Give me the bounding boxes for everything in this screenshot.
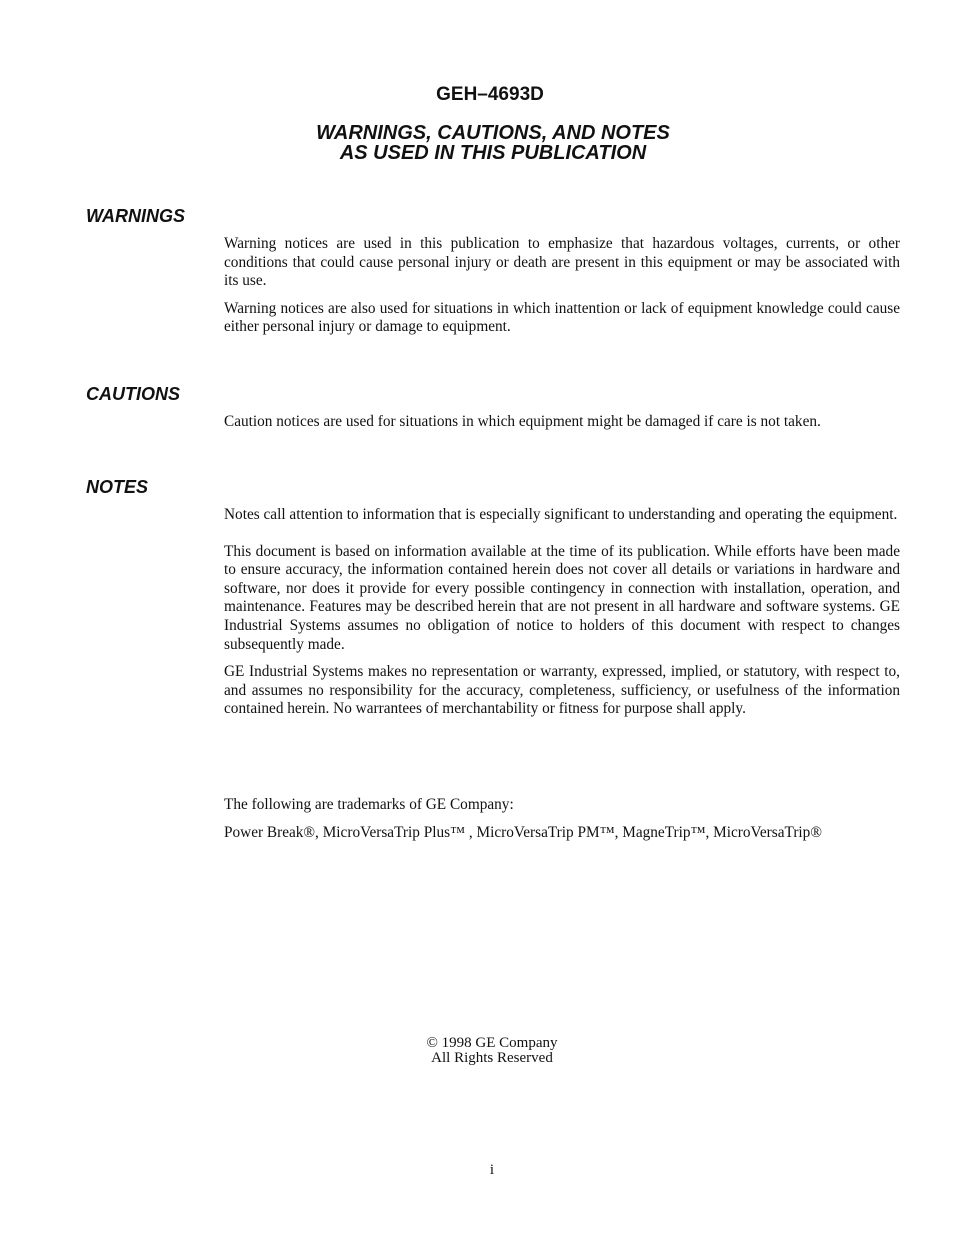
trademark-list: Power Break®, MicroVersaTrip Plus™ , MicroVersaTrip PM™, MagneTrip™, MicroVersaTrip® [224, 823, 822, 841]
page-title-line-1: WARNINGS, CAUTIONS, AND NOTES [316, 122, 670, 144]
page-title [0, 123, 954, 163]
copyright-notice [0, 1036, 954, 1066]
cautions-section [224, 413, 900, 432]
notes-paragraph-2: This document is based on information available at the time of its publication. While efforts have been made to ensure accuracy, the information contained herein does not cover all details or variations in hardware and software, nor does it provide for every possible contingency in connection with installation, operation, and maintenance. Features may be described herein that are not present in all hardware and software systems. GE Industrial Systems assumes no obligation of notice to holders of this document with respect to changes subsequently made. [224, 542, 900, 653]
copyright-line-2: All Rights Reserved [431, 1050, 553, 1066]
warnings-paragraph-2: Warning notices are also used for situations in which inattention or lack of equipment knowledge could cause either personal injury or damage to equipment. [224, 299, 900, 336]
cautions-heading: CAUTIONS [86, 384, 180, 404]
notes-paragraph-1: Notes call attention to information that is especially significant to understanding and operating the equipment. [224, 506, 898, 523]
notes-paragraph-3: GE Industrial Systems makes no representation or warranty, expressed, implied, or statutory, with respect to, and assumes no responsibility for the accuracy, completeness, sufficiency, or usefulness of the information contained herein. No warrantees of merchantability or fitness for purpose shall apply. [224, 663, 900, 718]
document-number: GEH–4693D [436, 84, 544, 105]
copyright-line-1: © 1998 GE Company [426, 1035, 558, 1051]
cautions-paragraph-1: Caution notices are used for situations in which equipment might be damaged if care is not taken. [224, 413, 821, 430]
trademark-intro: The following are trademarks of GE Company: [224, 796, 514, 813]
warnings-heading: WARNINGS [86, 206, 185, 226]
warnings-section [224, 235, 900, 337]
notes-heading: NOTES [86, 477, 149, 497]
trademarks-section [224, 796, 900, 842]
page-title-line-2: AS USED IN THIS PUBLICATION [339, 142, 647, 164]
warnings-paragraph-1: Warning notices are used in this publication to emphasize that hazardous voltages, currents, or other conditions that could cause personal injury or death are present in this equipment or may be associated with its use. [224, 235, 900, 290]
notes-section [224, 506, 900, 719]
page-number: i [489, 1162, 495, 1178]
